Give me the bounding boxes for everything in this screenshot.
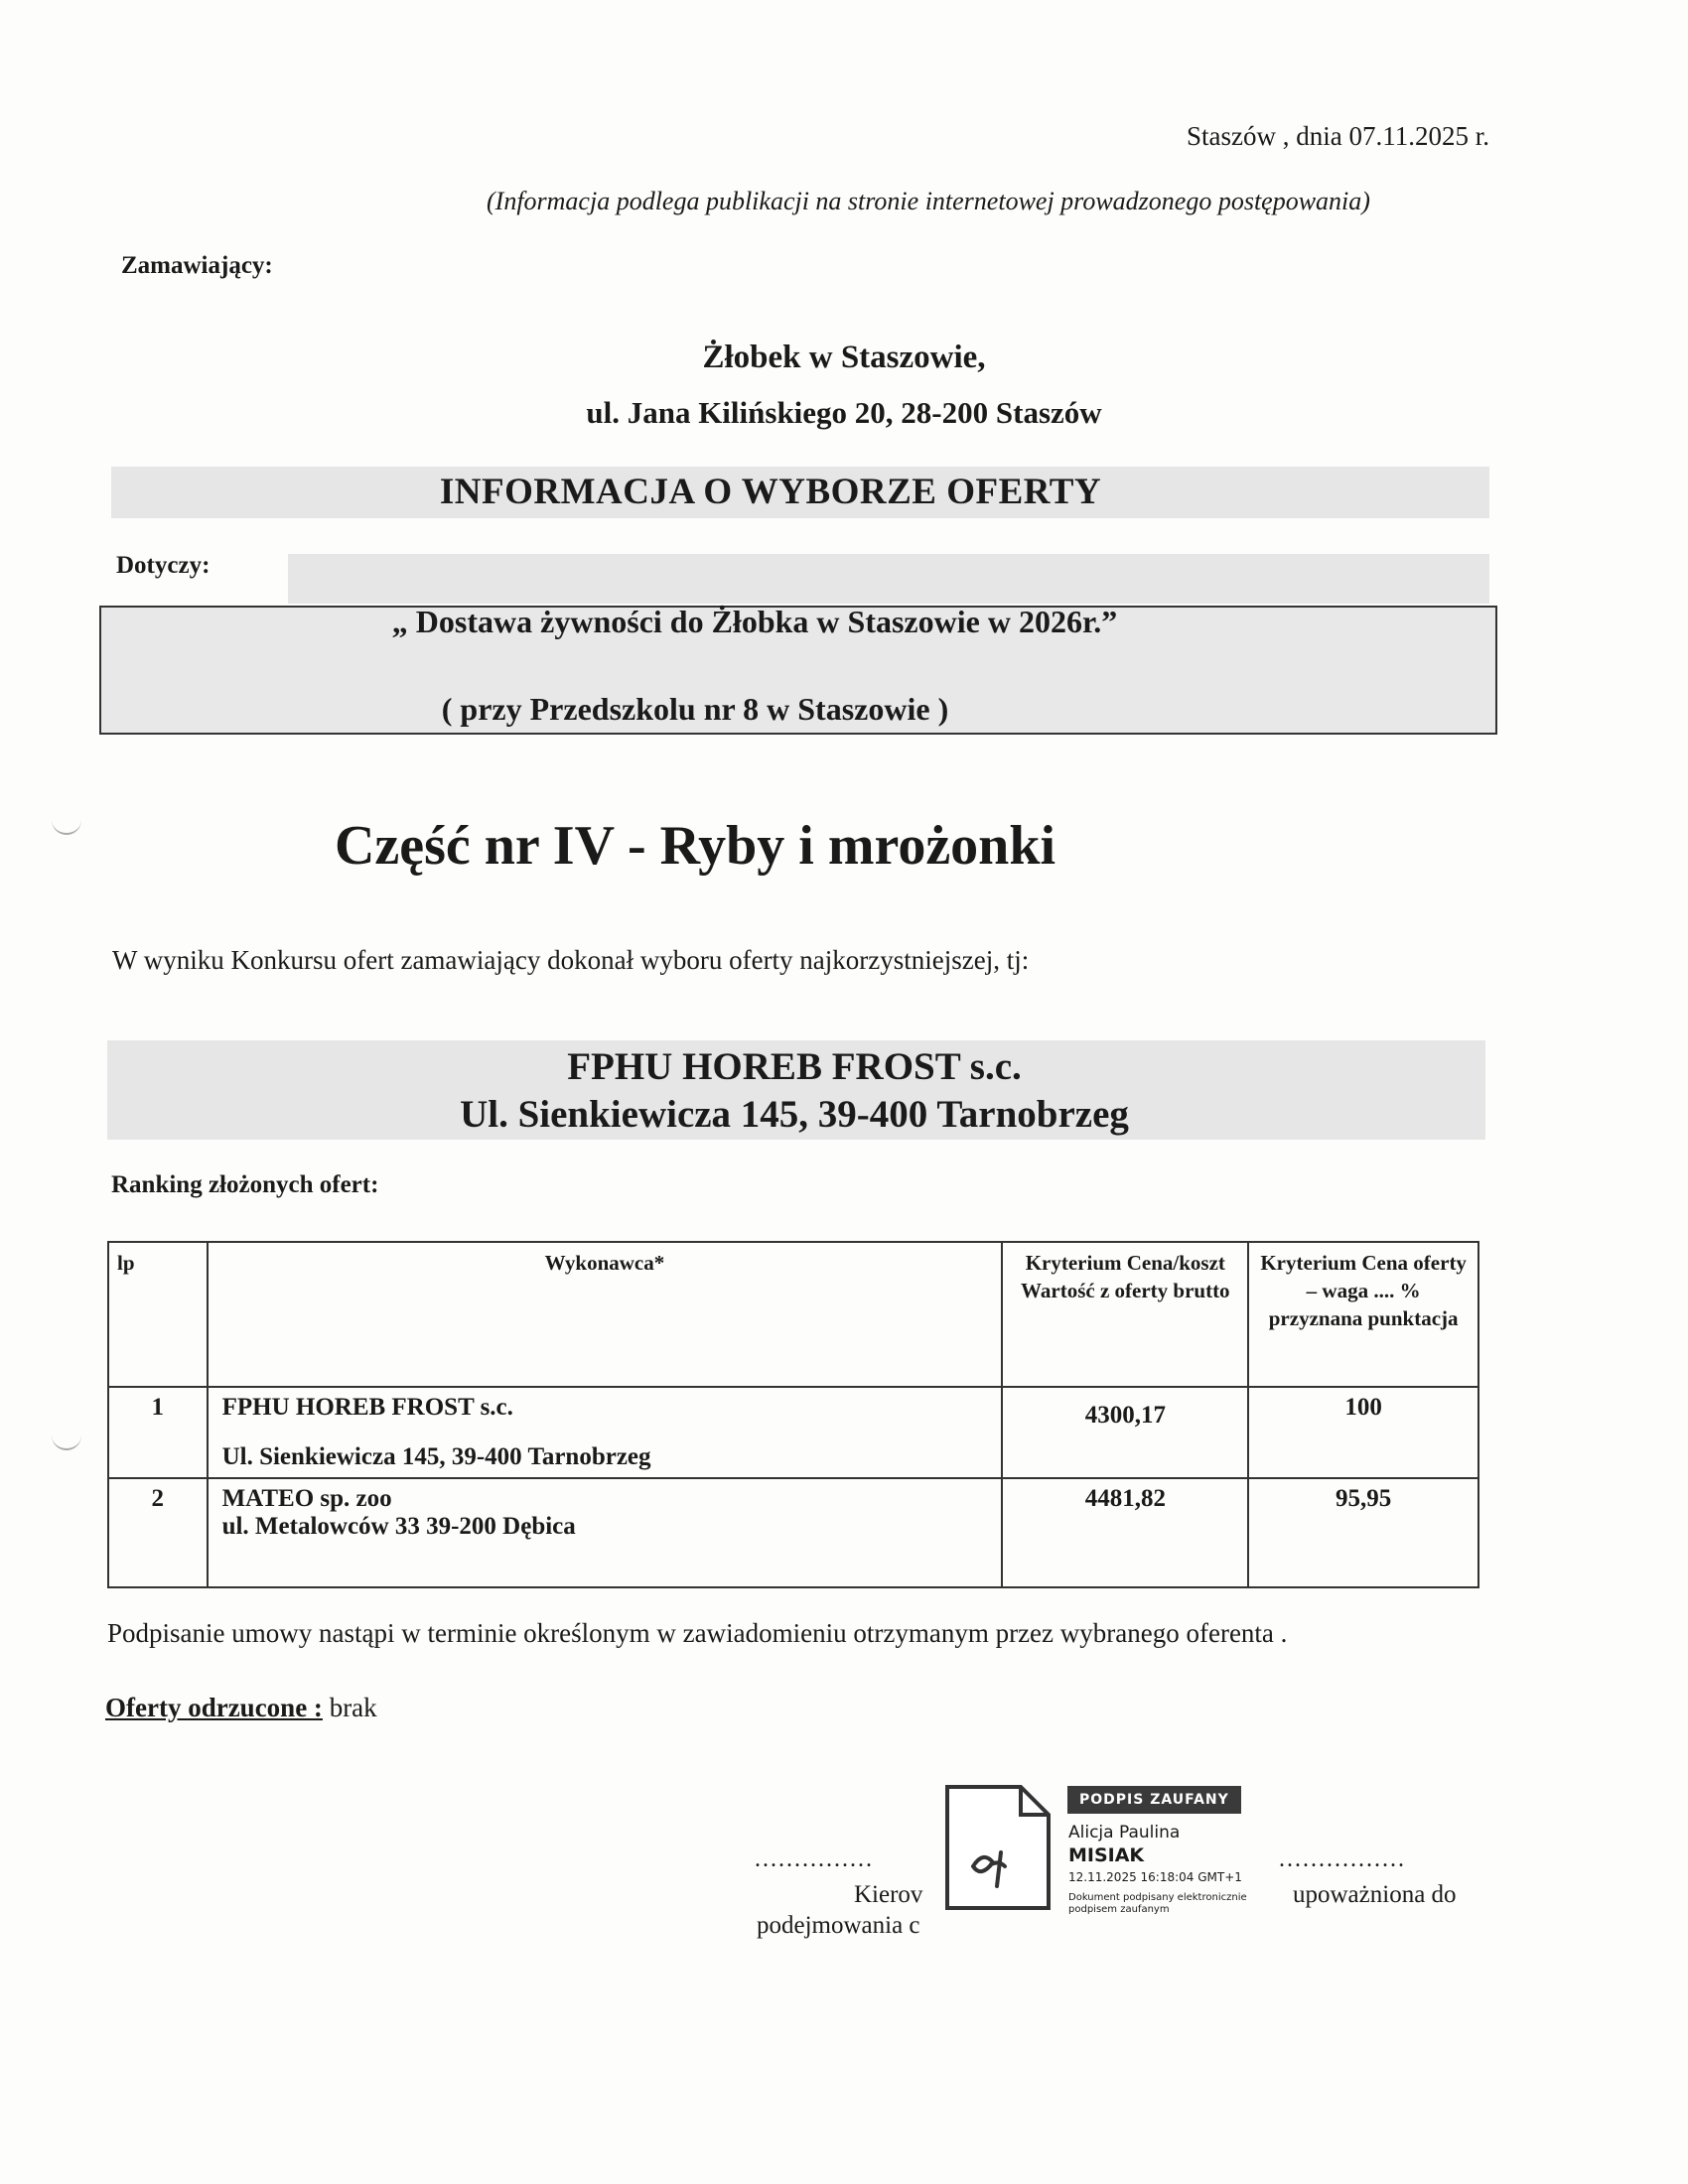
document-date: Staszów , dnia 07.11.2025 r. [1187, 121, 1489, 151]
row-price: 4300,17 [1002, 1387, 1248, 1478]
signature-dots-right: ................ [1279, 1846, 1406, 1872]
row-contractor [208, 1387, 1003, 1478]
header-contractor: Wykonawca* [208, 1242, 1003, 1387]
winner-name-line [0, 1044, 1688, 1089]
row-price: 4481,82 [1002, 1478, 1248, 1587]
rejected-label: Oferty odrzucone : [105, 1693, 323, 1722]
signature-dots-left: ............... [755, 1846, 874, 1872]
signed-document-icon [943, 1783, 1053, 1912]
ranking-table [107, 1241, 1479, 1588]
row-score: 95,95 [1248, 1478, 1478, 1587]
contractor-address: Ul. Sienkiewicza 145, 39-400 Tarnobrzeg [221, 1443, 651, 1470]
footer-upow: upoważniona do [1293, 1881, 1457, 1908]
header-score: Kryterium Cena oferty – waga .... % przyznana punktacja [1248, 1242, 1478, 1387]
winner-address: Ul. Sienkiewicza 145, 39-400 Tarnobrzeg [460, 1093, 1129, 1136]
table-row [108, 1387, 1478, 1478]
winner-address-line [0, 1092, 1688, 1137]
signer-surname: MISIAK [1068, 1844, 1145, 1866]
contractor-address: ul. Metalowców 33 39-200 Dębica [221, 1513, 576, 1540]
punch-hole-mark [52, 1434, 81, 1450]
subject-note: ( przy Przedszkolu nr 8 w Staszowie ) [441, 691, 949, 727]
row-score: 100 [1248, 1387, 1478, 1478]
subject-note-line [0, 691, 1688, 728]
subject-line [0, 604, 1688, 640]
part-title: Część nr IV - Ryby i mrożonki [334, 815, 1056, 877]
footer-podejm: podejmowania c [757, 1912, 920, 1939]
row-lp: 1 [108, 1387, 208, 1478]
contractor-name: MATEO sp. zoo [221, 1485, 392, 1512]
document-title: INFORMACJA O WYBORZE OFERTY [439, 472, 1102, 512]
subject-text: „ Dostawa żywności do Żłobka w Staszowie w 2026r.” [391, 604, 1118, 639]
publication-note: (Informacja podlega publikacji na stronie internetowej prowadzonego postępowania) [487, 187, 1370, 215]
row-lp: 2 [108, 1478, 208, 1587]
trusted-signature-badge: PODPIS ZAUFANY [1067, 1786, 1241, 1814]
ranking-label: Ranking złożonych ofert: [111, 1171, 379, 1198]
table-row [108, 1478, 1478, 1587]
signing-text: Podpisanie umowy nastąpi w terminie określonym w zawiadomieniu otrzymanym przez wybranego oferenta . [107, 1618, 1288, 1648]
concerns-label: Dotyczy: [116, 552, 211, 579]
signer-first-names: Alicja Paulina [1068, 1823, 1181, 1843]
rejected-value: brak [329, 1693, 377, 1722]
orderer-name: Żłobek w Staszowie, [702, 340, 986, 375]
contractor-name: FPHU HOREB FROST s.c. [221, 1394, 513, 1421]
winner-name: FPHU HOREB FROST s.c. [567, 1045, 1022, 1088]
table-header-row [108, 1242, 1478, 1387]
orderer-label: Zamawiający: [121, 252, 273, 279]
rejected-offers [105, 1693, 377, 1723]
footer-kier: Kierov [854, 1881, 923, 1908]
document-title-band [111, 467, 1489, 518]
signature-timestamp: 12.11.2025 16:18:04 GMT+1 [1068, 1870, 1242, 1884]
signature-note: Dokument podpisany elektronicznie podpisem zaufanym [1068, 1892, 1247, 1915]
shade-band [288, 554, 1489, 604]
result-text: W wyniku Konkursu ofert zamawiający dokonał wyboru oferty najkorzystniejszej, tj: [112, 945, 1030, 975]
header-lp: lp [108, 1242, 208, 1387]
header-price: Kryterium Cena/koszt Wartość z oferty brutto [1002, 1242, 1248, 1387]
row-contractor [208, 1478, 1003, 1587]
orderer-address: ul. Jana Kilińskiego 20, 28-200 Staszów [586, 395, 1102, 430]
part-title-line [0, 814, 1688, 878]
